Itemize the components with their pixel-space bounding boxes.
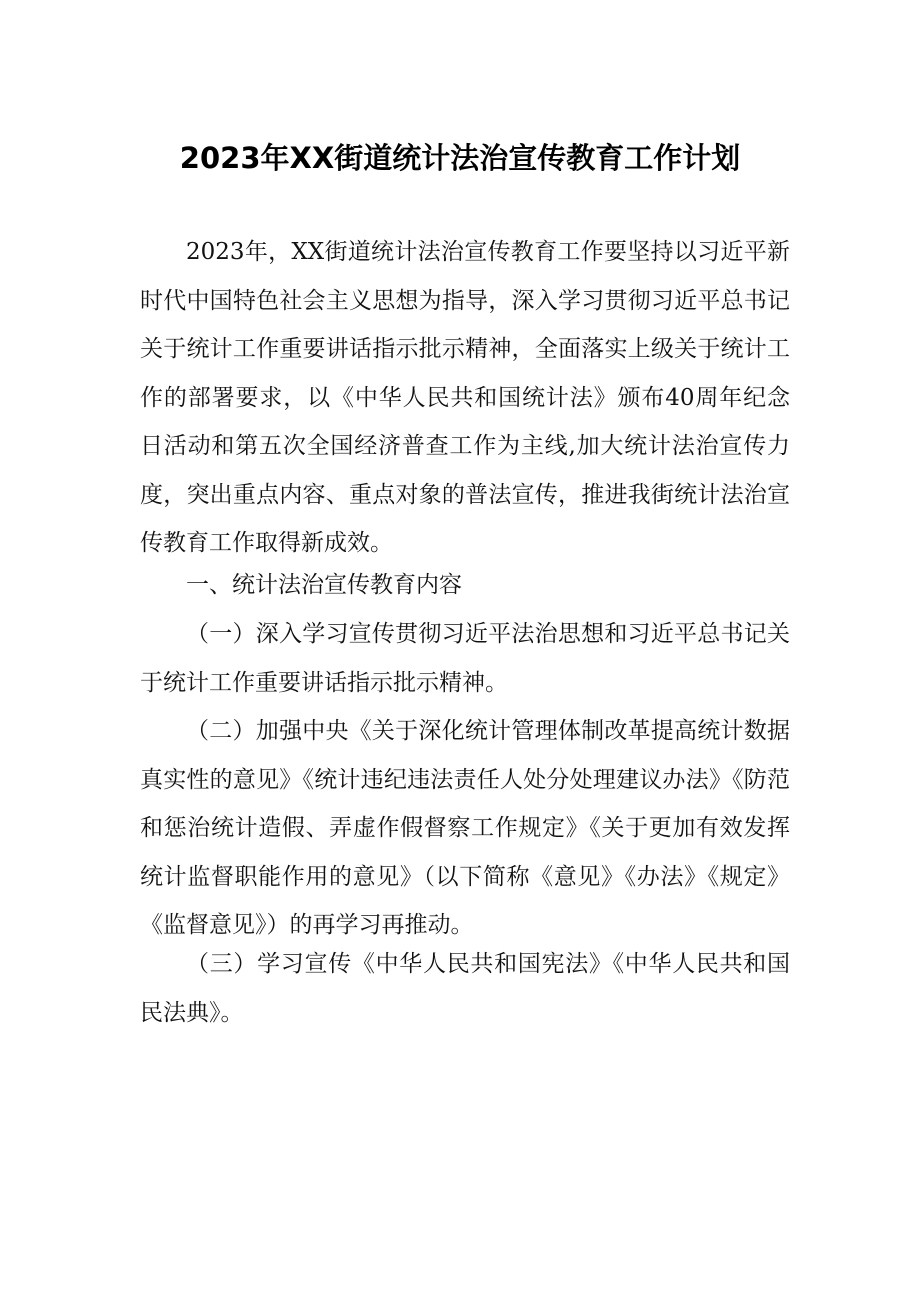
item-2-paragraph: （二）加强中央《关于深化统计管理体制改革提高统计数据真实性的意见》《统计违纪违法责任人处分处理建议办法》《防范和惩治统计造假、弄虚作假督察工作规定》《关于更加有效发挥统计监督职能作用的意见》（以下简称《意见》《办法》《规定》《监督意见》）的再学习再推动。 xyxy=(140,718,790,938)
item-3-paragraph: （三）学习宣传《中华人民共和国宪法》《中华人民共和国民法典》。 xyxy=(140,951,790,1026)
document-title: 2023年XX街道统计法治宣传教育工作计划 xyxy=(179,141,741,175)
item-1-paragraph: （一）深入学习宣传贯彻习近平法治思想和习近平总书记关于统计工作重要讲话指示批示精神。 xyxy=(140,621,790,696)
section-heading: 一、统计法治宣传教育内容 xyxy=(186,572,462,598)
intro-paragraph: 2023年，XX街道统计法治宣传教育工作要坚持以习近平新时代中国特色社会主义思想为指导，深入学习贯彻习近平总书记关于统计工作重要讲话指示批示精神，全面落实上级关于统计工作的部署要求，以《中华人民共和国统计法》颁布40周年纪念日活动和第五次全国经济普查工作为主线,加大统计法治宣传力度，突出重点内容、重点对象的普法宣传，推进我街统计法治宣传教育工作取得新成效。 xyxy=(140,239,790,556)
